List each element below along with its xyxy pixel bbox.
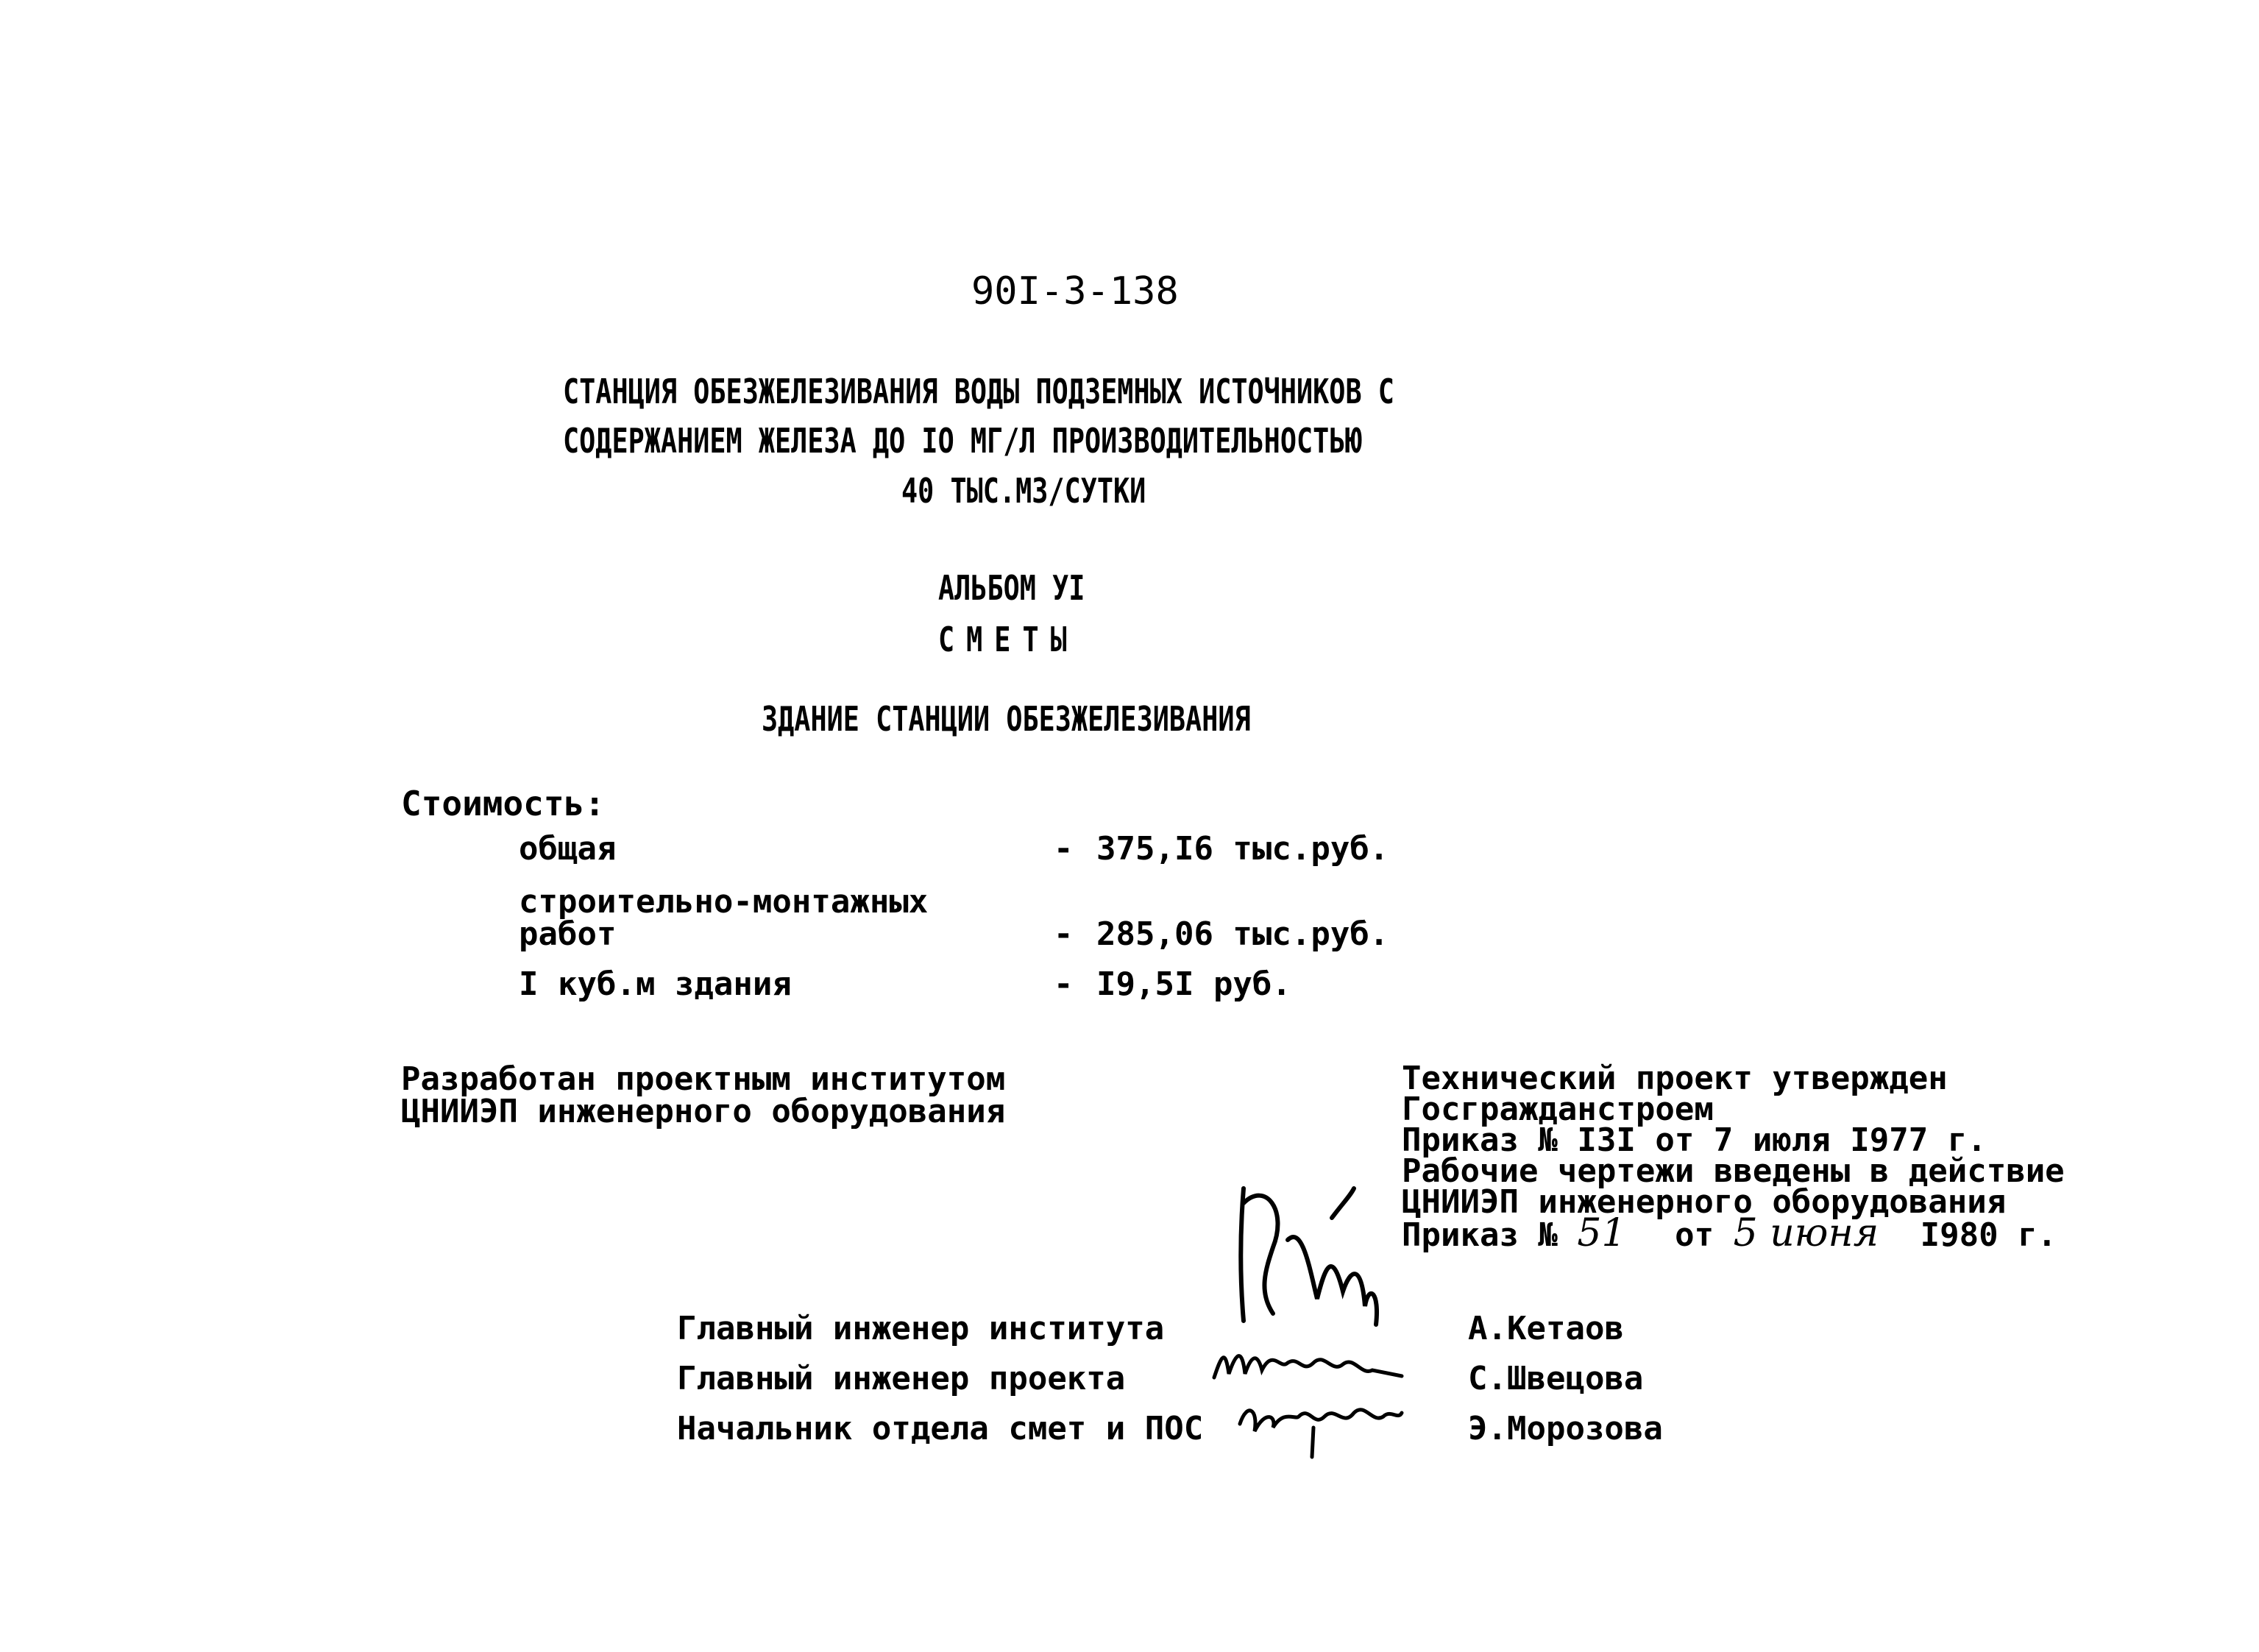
approval-order-from: от bbox=[1675, 1216, 1714, 1254]
cost-row-cubic-name: I куб.м здания bbox=[519, 965, 792, 1003]
developer-block bbox=[401, 1060, 1006, 1130]
signatory-name-2: С.Швецова bbox=[1468, 1360, 1644, 1397]
signatory-name-1: А.Кетаов bbox=[1468, 1310, 1624, 1347]
album-label: АЛЬБОМ УI bbox=[938, 568, 1085, 608]
cost-row-cubic-value: I9,5I руб. bbox=[1096, 965, 1291, 1003]
cost-row-total-name: общая bbox=[519, 830, 617, 868]
signature-chief-engineer-project bbox=[1207, 1341, 1405, 1392]
cost-row-total-dash: - bbox=[1054, 830, 1074, 868]
signatory-role-3: Начальник отдела смет и ПОС bbox=[677, 1410, 1204, 1447]
title-line-2: СОДЕРЖАНИЕМ ЖЕЛЕЗА ДО IO МГ/Л ПРОИЗВОДИТЕЛЬНОСТЬЮ bbox=[563, 421, 1362, 461]
handwritten-order-number: 51 bbox=[1577, 1211, 1626, 1255]
cost-row-cubic-dash: - bbox=[1054, 965, 1074, 1003]
developer-line-2: ЦНИИЭП инженерного оборудования bbox=[401, 1093, 1006, 1130]
signature-head-of-estimates bbox=[1225, 1387, 1409, 1461]
approval-block bbox=[1402, 1060, 2065, 1255]
cost-row-total-value: 375,I6 тыс.руб. bbox=[1096, 830, 1389, 868]
approval-order-year: I980 г. bbox=[1920, 1216, 2057, 1254]
building-title: ЗДАНИЕ СТАНЦИИ ОБЕЗЖЕЛЕЗИВАНИЯ bbox=[762, 699, 1251, 739]
approval-order-prefix: Приказ № bbox=[1402, 1216, 1558, 1254]
title-line-1: СТАНЦИЯ ОБЕЗЖЕЛЕЗИВАНИЯ ВОДЫ ПОДЗЕМНЫХ ИСТОЧНИКОВ С bbox=[563, 372, 1394, 411]
title-line-3: 40 ТЫС.М3/СУТКИ bbox=[901, 471, 1146, 511]
signatory-name-3: Э.Морозова bbox=[1468, 1410, 1663, 1447]
signatory-role-2: Главный инженер проекта bbox=[677, 1360, 1126, 1397]
approval-line-2: Госгражданстроем bbox=[1402, 1091, 1714, 1128]
section-title: СМЕТЫ bbox=[938, 620, 1079, 659]
approval-line-3: Приказ № I3I от 7 июля I977 г. bbox=[1402, 1121, 1987, 1159]
signature-chief-engineer-institute bbox=[1221, 1181, 1413, 1350]
developer-line-1: Разработан проектным институтом bbox=[401, 1060, 1006, 1098]
approval-line-1: Технический проект утвержден bbox=[1402, 1060, 1948, 1097]
handwritten-order-date: 5 июня bbox=[1733, 1211, 1879, 1255]
cost-row-construction-name-1: строительно-монтажных bbox=[519, 883, 929, 921]
cost-row-construction-dash: - bbox=[1054, 915, 1074, 953]
document-number: 90I-3-138 bbox=[971, 269, 1179, 313]
approval-line-4: Рабочие чертежи введены в действие bbox=[1402, 1152, 2065, 1190]
cost-label: Стоимость: bbox=[401, 784, 605, 823]
signatory-role-1: Главный инженер института bbox=[677, 1310, 1165, 1347]
approval-line-5: ЦНИИЭП инженерного оборудования bbox=[1402, 1183, 2007, 1221]
cost-row-construction-name-2: работ bbox=[519, 915, 617, 953]
approval-line-6 bbox=[1402, 1211, 2065, 1255]
cost-row-construction-value: 285,06 тыс.руб. bbox=[1096, 915, 1389, 953]
